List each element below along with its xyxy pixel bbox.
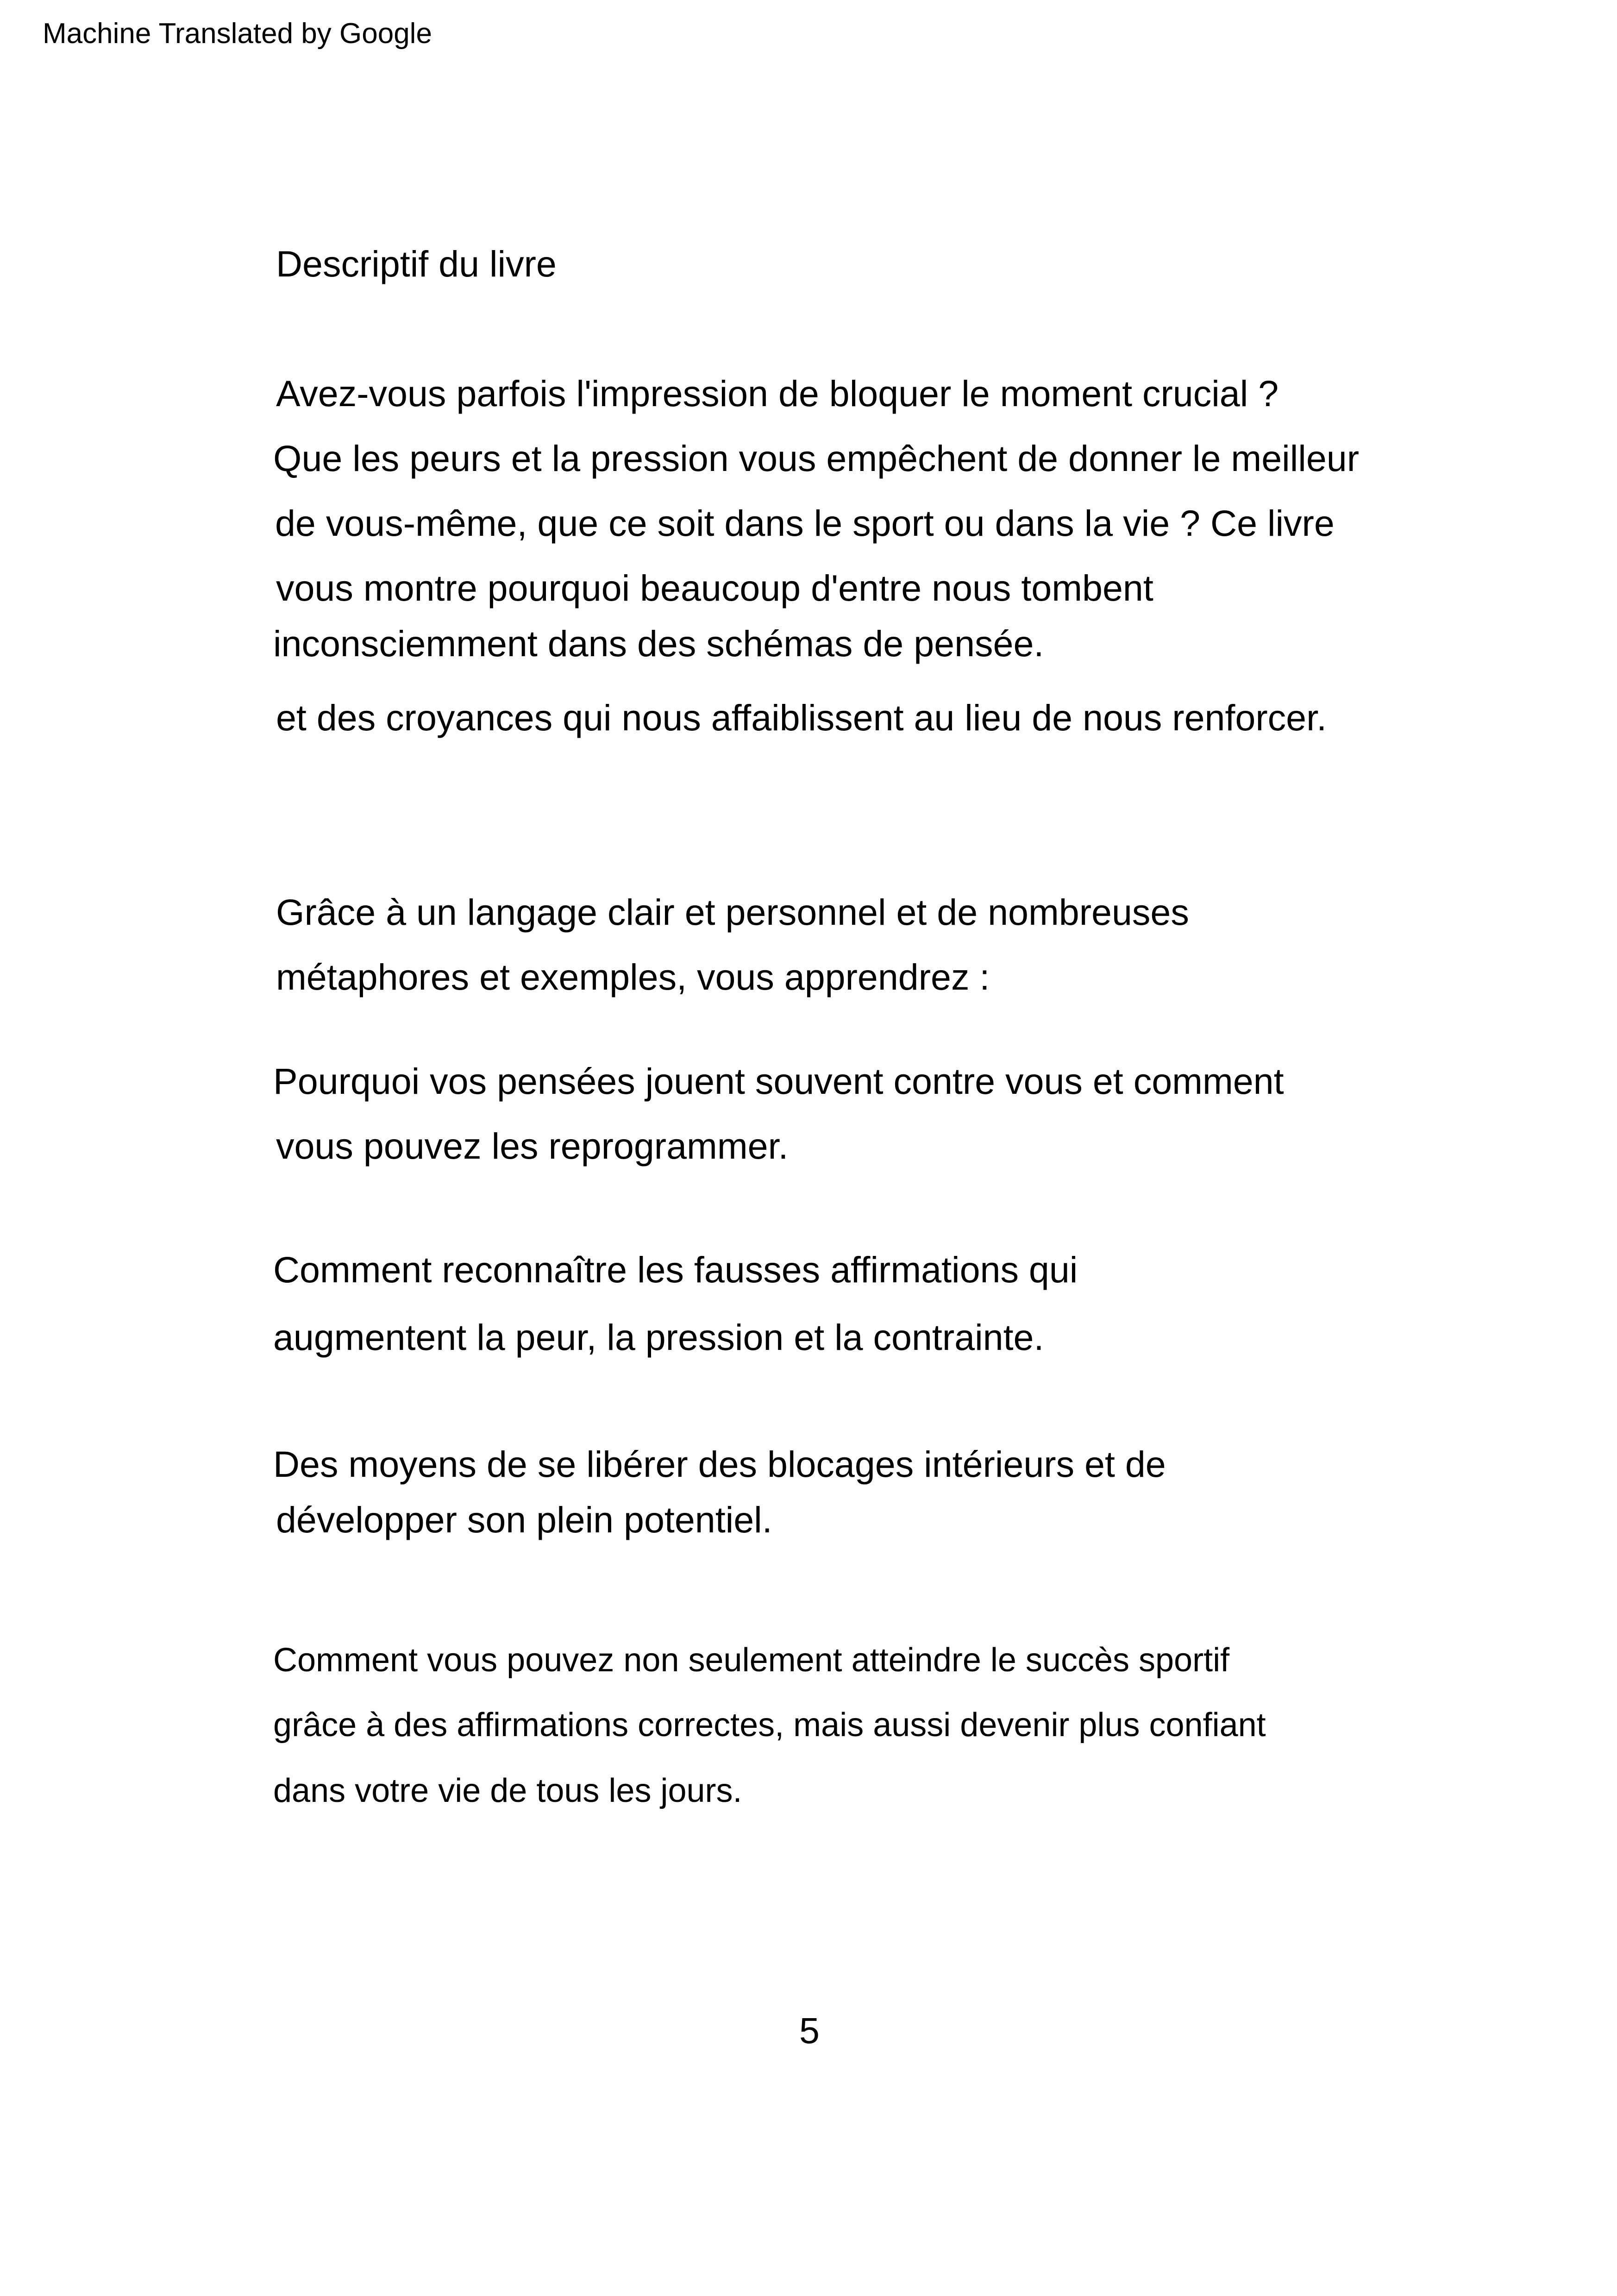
paragraph-line: Grâce à un langage clair et personnel et de nombreuses xyxy=(276,891,1189,933)
paragraph-line: métaphores et exemples, vous apprendrez : xyxy=(276,956,990,997)
paragraph-line: inconsciemment dans des schémas de pensée. xyxy=(273,623,1044,664)
paragraph-line: Comment vous pouvez non seulement atteindre le succès sportif xyxy=(273,1642,1230,1679)
page-number: 5 xyxy=(799,2010,820,2051)
paragraph-line: et des croyances qui nous affaiblissent au lieu de nous renforcer. xyxy=(276,697,1327,738)
paragraph-line: Pourquoi vos pensées jouent souvent contre vous et comment xyxy=(273,1060,1284,1102)
paragraph-line: développer son plein potentiel. xyxy=(276,1499,772,1540)
paragraph-line: dans votre vie de tous les jours. xyxy=(273,1772,742,1809)
translation-note: Machine Translated by Google xyxy=(43,18,432,50)
paragraph-line: grâce à des affirmations correctes, mais aussi devenir plus confiant xyxy=(273,1706,1266,1744)
paragraph-line: Avez-vous parfois l'impression de bloquer le moment crucial ? xyxy=(276,373,1279,414)
paragraph-line: vous pouvez les reprogrammer. xyxy=(276,1125,789,1167)
paragraph-line: vous montre pourquoi beaucoup d'entre nous tombent xyxy=(276,567,1153,609)
paragraph-line: augmentent la peur, la pression et la contrainte. xyxy=(273,1317,1044,1358)
paragraph-line: Que les peurs et la pression vous empêchent de donner le meilleur xyxy=(273,438,1360,479)
paragraph-line: Des moyens de se libérer des blocages intérieurs et de xyxy=(273,1443,1166,1485)
paragraph-line: Comment reconnaître les fausses affirmations qui xyxy=(273,1249,1078,1290)
page-title: Descriptif du livre xyxy=(276,243,557,284)
paragraph-line: de vous-même, que ce soit dans le sport ou dans la vie ? Ce livre xyxy=(275,502,1335,544)
